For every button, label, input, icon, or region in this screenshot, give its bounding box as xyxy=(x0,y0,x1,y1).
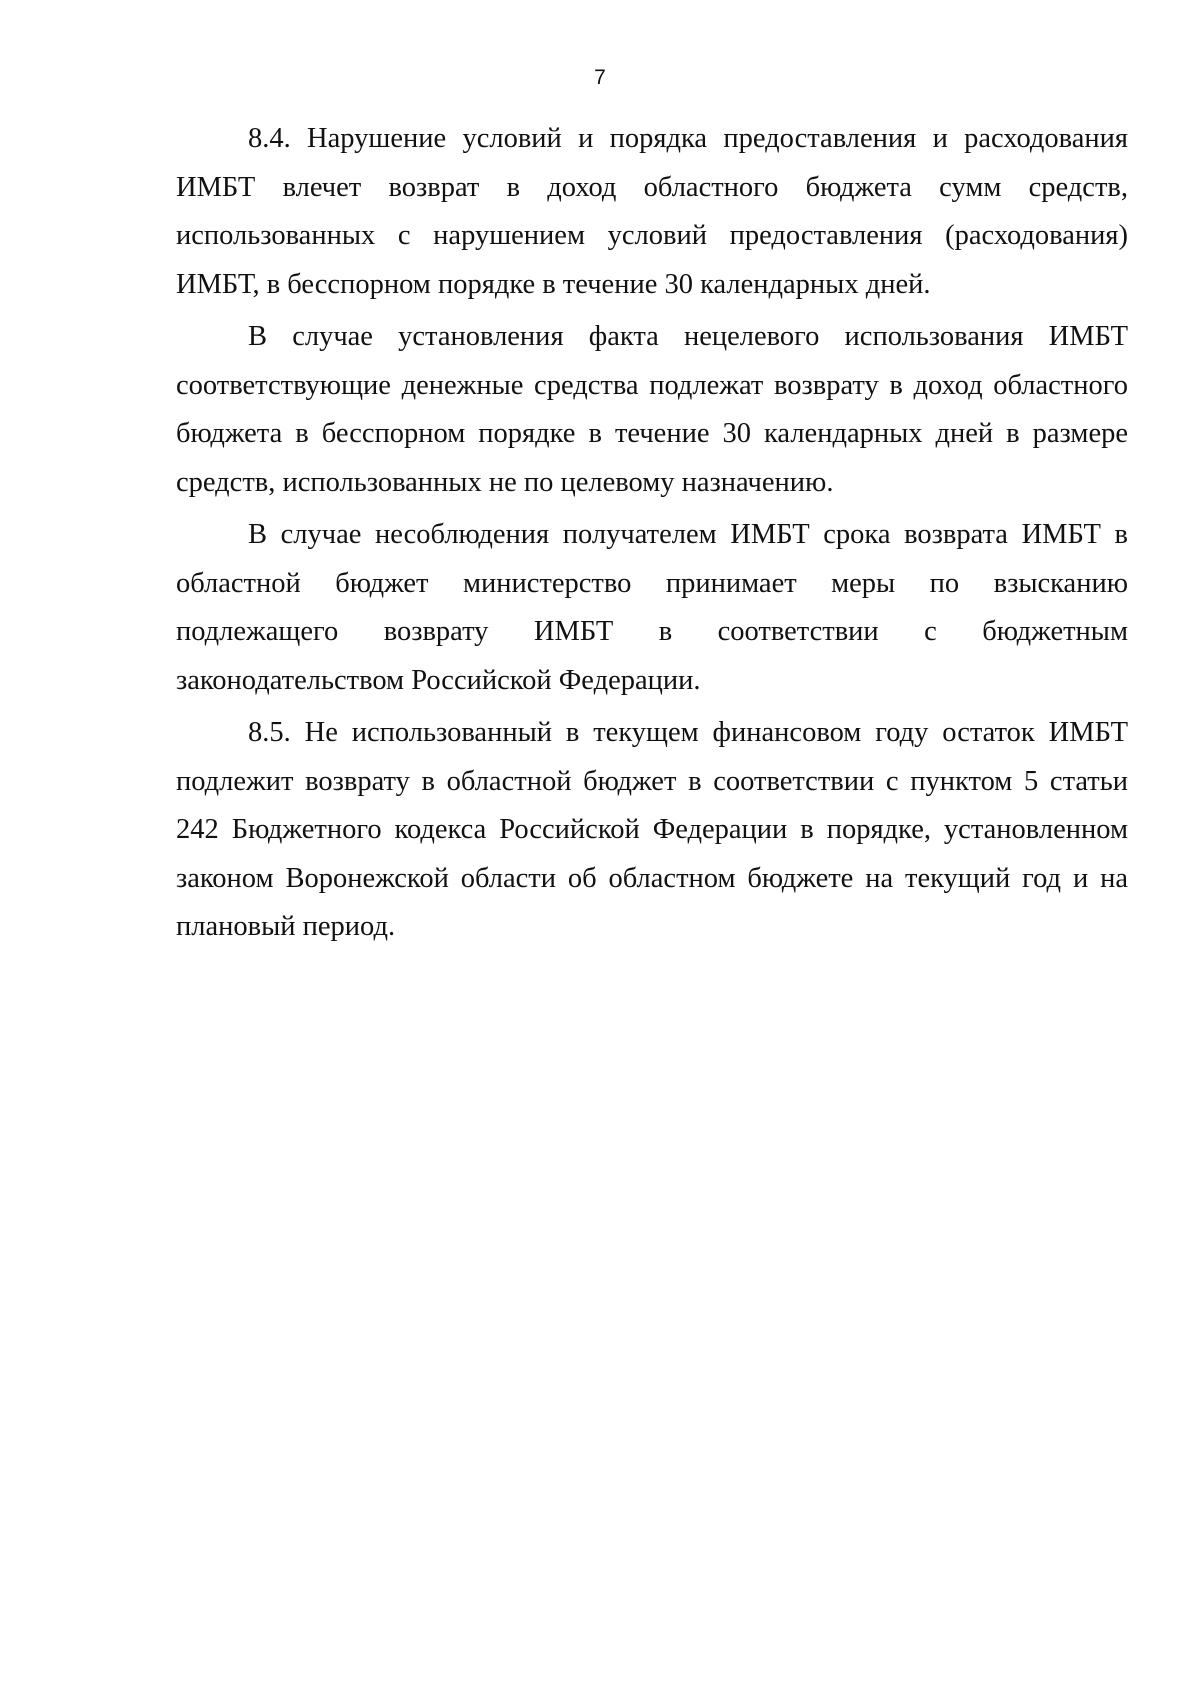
paragraph-8-5: 8.5. Не использованный в текущем финансовом году остаток ИМБТ подлежит возврату в областной бюджет в соответствии с пунктом 5 статьи 242 Бюджетного кодекса Российской Федерации в порядке, установленном законом Воронежской области об областном бюджете на текущий год и на плановый период. xyxy=(176,717,1128,942)
paragraph-non-return: В случае несоблюдения получателем ИМБТ срока возврата ИМБТ в областной бюджет министерство принимает меры по взысканию подлежащего возврату ИМБТ в соответствии с бюджетным законодательством Российской Федерации. xyxy=(176,519,1128,696)
document-body xyxy=(176,115,1128,956)
paragraph-8-4: 8.4. Нарушение условий и порядка предоставления и расходования ИМБТ влечет возврат в доход областного бюджета сумм средств, использованных с нарушением условий предоставления (расходования) ИМБТ, в бесспорном порядке в течение 30 календарных дней. xyxy=(176,123,1128,300)
page-number: 7 xyxy=(594,66,606,89)
paragraph-misuse: В случае установления факта нецелевого использования ИМБТ соответствующие денежные средства подлежат возврату в доход областного бюджета в бесспорном порядке в течение 30 календарных дней в размере средств, использованных не по целевому назначению. xyxy=(176,321,1128,498)
